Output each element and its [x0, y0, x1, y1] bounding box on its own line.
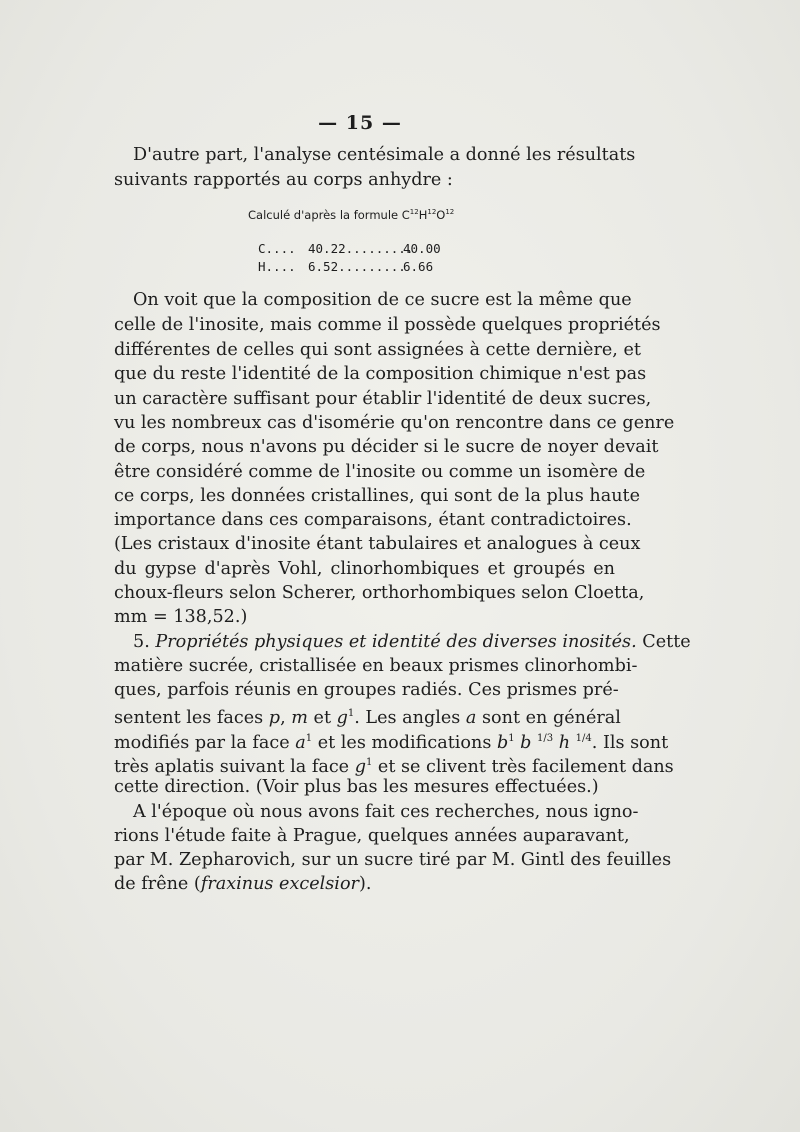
- section-heading-line: 5. Propriétés physiques et identité des diverses inosités. Cette: [133, 632, 691, 652]
- intro-line: D'autre part, l'analyse centésimale a donné les résultats: [133, 145, 636, 165]
- intro-line: suivants rapportés au corps anhydre :: [114, 170, 453, 190]
- section-title: Propriétés physiques et identité des diverses inosités.: [155, 632, 637, 652]
- paragraph-line: que du reste l'identité de la composition chimique n'est pas: [114, 364, 647, 384]
- cleavage-line: très aplatis suivant la face $g^1$ et se clivent très facilement dans: [114, 756, 674, 777]
- modifications-line: modifiés par la face $a^1$ et les modifications $b^1$ b $^{1/3}$ h $^{1/4}$. Ils sont: [114, 732, 669, 753]
- paragraph-line: rions l'étude faite à Prague, quelques années auparavant,: [114, 826, 630, 846]
- result-row-hydrogen: [258, 259, 458, 274]
- paragraph-line: importance dans ces comparaisons, étant contradictoires.: [114, 510, 632, 530]
- element-cell: C....: [258, 241, 296, 256]
- calculated-cell: 40.22.........: [308, 241, 414, 256]
- paragraph-line: (Les cristaux d'inosite étant tabulaires et analogues à ceux: [114, 534, 641, 554]
- element-cell: H....: [258, 259, 296, 274]
- paragraph-line: celle de l'inosite, mais comme il possède quelques propriétés: [114, 315, 661, 335]
- paragraph-line: vu les nombreux cas d'isomérie qu'on rencontre dans ce genre: [114, 413, 675, 433]
- result-row-carbon: [258, 241, 458, 256]
- faces-line: sentent les faces p, m et $g^1$. Les angles a sont en général: [114, 707, 621, 728]
- paragraph-line: ce corps, les données cristallines, qui sont de la plus haute: [114, 486, 641, 506]
- species-name: fraxinus excelsior: [200, 874, 359, 894]
- paragraph-line: de corps, nous n'avons pu décider si le sucre de noyer devait: [114, 437, 659, 457]
- page-number: — 15 —: [318, 112, 402, 134]
- paragraph-line: différentes de celles qui sont assignées à cette dernière, et: [114, 340, 641, 360]
- formula-caption: Calculé d'après la formule $C^{12}H^{12}O^{12}$: [248, 208, 455, 222]
- paragraph-line: A l'époque où nous avons fait ces recherches, nous igno-: [133, 802, 639, 822]
- section-number: 5.: [133, 632, 150, 652]
- found-cell: 40.00: [403, 241, 441, 256]
- paragraph-line: être considéré comme de l'inosite ou comme un isomère de: [114, 462, 646, 482]
- paragraph-line: On voit que la composition de ce sucre est la même que: [133, 290, 632, 310]
- paragraph-line: mm = 138,52.): [114, 607, 248, 627]
- paragraph-line: de frêne (fraxinus excelsior).: [114, 874, 372, 894]
- paragraph-line: choux-fleurs selon Scherer, orthorhombiques selon Cloetta,: [114, 583, 645, 603]
- paragraph-line: du gypse d'après Vohl, clinorhombiques et groupés en: [114, 559, 615, 579]
- paragraph-line: cette direction. (Voir plus bas les mesures effectuées.): [114, 777, 599, 797]
- paragraph-line: matière sucrée, cristallisée en beaux prismes clinorhombi-: [114, 656, 638, 676]
- found-cell: 6.66: [403, 259, 434, 274]
- paragraph-line: un caractère suffisant pour établir l'identité de deux sucres,: [114, 389, 652, 409]
- calculated-cell: 6.52.........: [308, 259, 406, 274]
- paragraph-line: ques, parfois réunis en groupes radiés. Ces prismes pré-: [114, 680, 619, 700]
- paragraph-line: par M. Zepharovich, sur un sucre tiré par M. Gintl des feuilles: [114, 850, 672, 870]
